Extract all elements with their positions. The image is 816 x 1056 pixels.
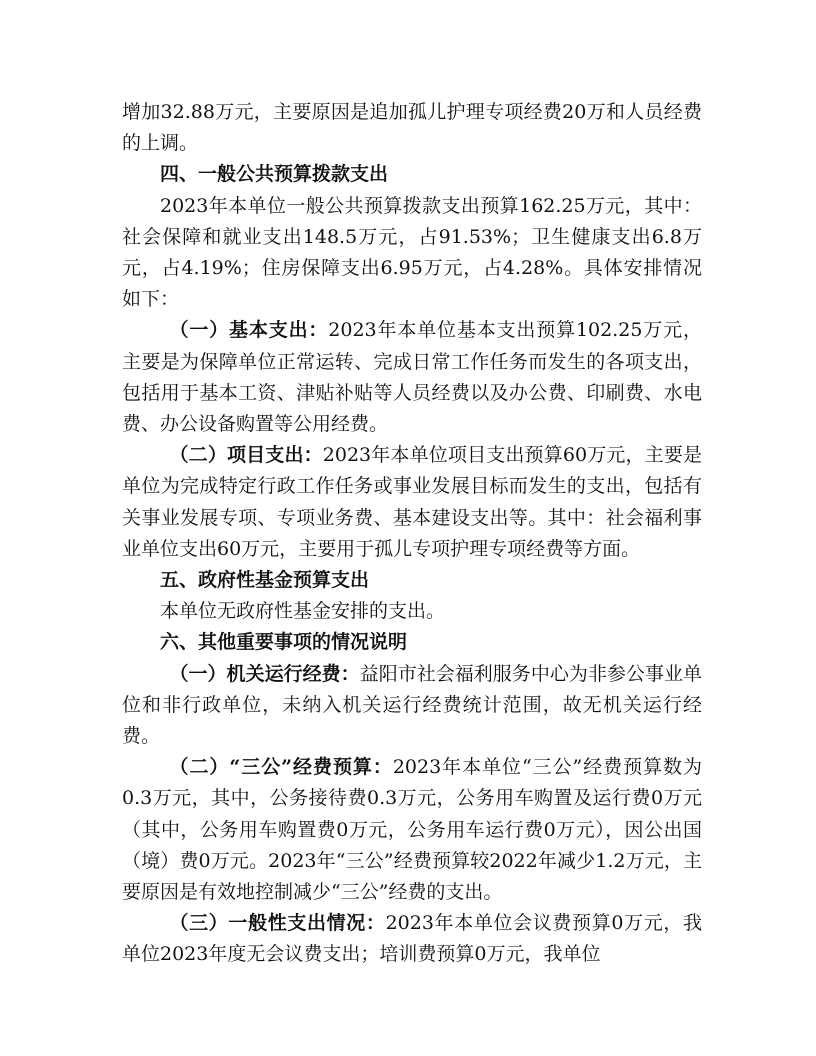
paragraph-basic-expenditure — [122, 315, 702, 440]
section-heading-4: 四、一般公共预算拨款支出 — [160, 163, 389, 186]
basic-expenditure-text: 2023年本单位基本支出预算102.25万元，主要是为保障单位正常运转、完成日常工作任务而发生的各项支出，包括用于基本工资、津贴补贴等人员经费以及办公费、印刷费、水电费、办公设备购置等公用经费。 — [122, 319, 702, 436]
section-heading-6: 六、其他重要事项的情况说明 — [160, 631, 408, 654]
agency-operating-lead: （一）机关运行经费： — [169, 662, 360, 685]
paragraph-project-expenditure — [122, 440, 702, 565]
paragraph-continued: 增加32.88万元，主要原因是追加孤儿护理专项经费20万和人员经费的上调。 — [122, 101, 702, 155]
project-expenditure-lead: （二）项目支出： — [169, 444, 323, 467]
project-expenditure-text: 2023年本单位项目支出预算60万元，主要是单位为完成特定行政工作任务或事业发展目标而发生的支出，包括有关事业发展专项、专项业务费、基本建设支出等。其中：社会福利事业单位支出60万元，主要用于孤儿专项护理专项经费等方面。 — [122, 444, 702, 560]
paragraph-general-expenditure — [122, 908, 702, 970]
basic-expenditure-lead: （一）基本支出： — [169, 319, 329, 342]
three-public-lead: （二）“三公”经费预算： — [169, 756, 393, 779]
paragraph-general-budget: 2023年本单位一般公共预算拨款支出预算162.25万元，其中：社会保障和就业支出148.5万元，占91.53%；卫生健康支出6.8万元，占4.19%；住房保障支出6.95万元，占4.28%。具体安排情况如下： — [122, 194, 702, 311]
agency-operating-text: 益阳市社会福利服务中心为非参公事业单位和非行政单位，未纳入机关运行经费统计范围，故无机关运行经费。 — [122, 662, 702, 748]
paragraph-agency-operating — [122, 659, 702, 753]
document-body — [122, 97, 702, 971]
section-heading-5: 五、政府性基金预算支出 — [160, 569, 370, 592]
paragraph-three-public — [122, 752, 702, 908]
three-public-text: 2023年本单位“三公”经费预算数为0.3万元，其中，公务接待费0.3万元，公务用车购置及运行费0万元（其中，公务用车购置费0万元，公务用车运行费0万元），因公出国（境）费0万元。2023年“三公”经费预算较2022年减少1.2万元，主要原因是有效地控制减少“三公”经费的支出。 — [122, 756, 703, 904]
paragraph-government-fund: 本单位无政府性基金安排的支出。 — [160, 600, 446, 623]
general-expenditure-text: 2023年本单位会议费预算0万元，我单位2023年度无会议费支出；培训费预算0万元，我单位 — [122, 912, 702, 966]
general-expenditure-lead: （三）一般性支出情况： — [169, 912, 386, 935]
